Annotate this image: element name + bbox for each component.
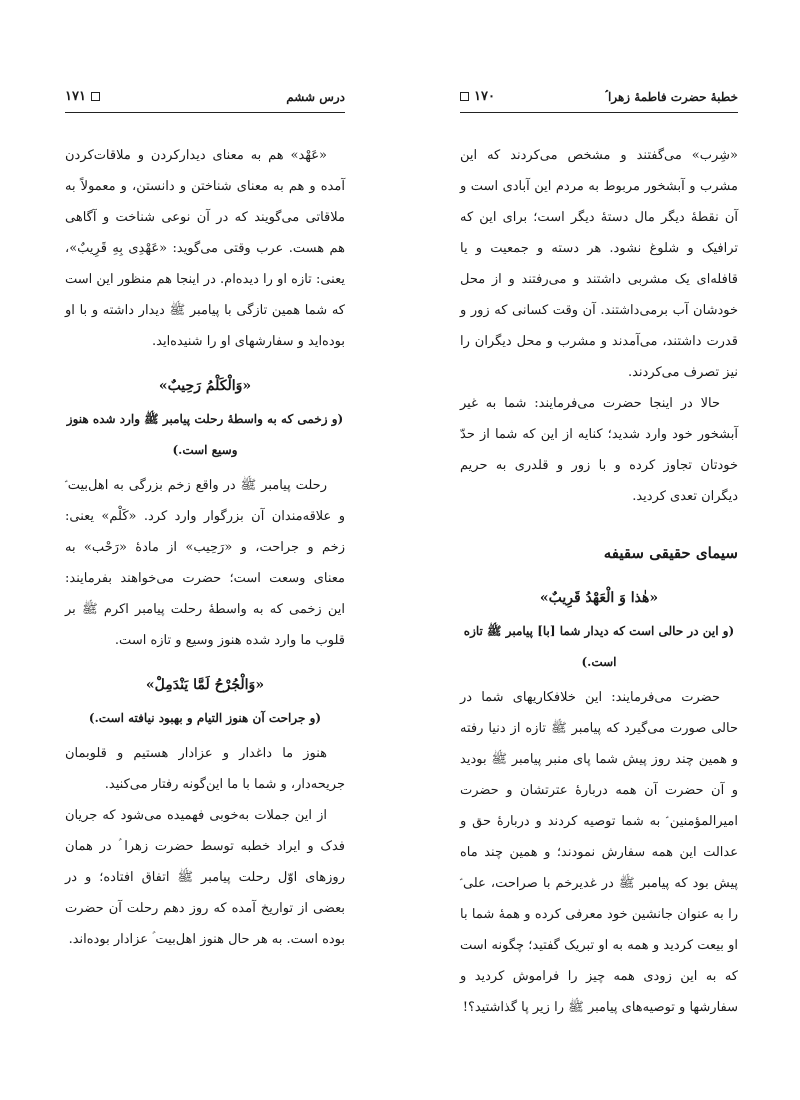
left-page-body	[65, 140, 345, 955]
quoted-sermon-phrase: «هٰذا وَ الْعَهْدُ قَرِيبٌ»	[539, 590, 659, 606]
left-page-number: ۱۷۱	[65, 89, 86, 104]
right-page-number-group	[460, 89, 495, 104]
left-page-header	[65, 86, 345, 113]
right-running-title: خطبهٔ حضرت فاطمهٔ زهرا ؑ	[605, 90, 738, 104]
left-running-title: درس ششم	[286, 90, 345, 104]
paragraph: حالا در اینجا حضرت می‌فرمایند: شما به غیر آبشخور خود وارد شدید؛ کنایه از این که شما از حدّ خودتان تجاوز کرده و با زور و قلدری به حریم دیگران تعدی کردید.	[460, 396, 738, 504]
phrase-translation: (و جراحت آن هنوز التیام و بهبود نیافته است.)	[88, 711, 322, 725]
right-page-body	[460, 140, 738, 1023]
paragraph: هنوز ما داغدار و عزادار هستیم و قلوبمان جریحه‌دار، و شما با ما این‌گونه رفتار می‌کنید.	[65, 746, 345, 792]
paragraph: رحلت پیامبر ﷺ در واقع زخم بزرگی به اهل‌بیت ؑ و علاقه‌مندان آن بزرگوار وارد کرد. «كَلْم» یعنی: زخم و جراحت، و «رَحِيب» از مادهٔ «رَحْب» به معنای وسعت است؛ حضرت می‌خواهند بفرمایند: این زخمی که به واسطهٔ رحلت پیامبر اکرم ﷺ بر قلوب ما وارد شده هنوز وسیع و تازه است.	[65, 478, 345, 648]
section-heading: سیمای حقیقی سقیفه	[603, 544, 738, 562]
right-page	[400, 0, 800, 1100]
phrase-translation: (و این در حالی است که دیدار شما [با] پیامبر ﷺ تازه است.)	[463, 624, 735, 669]
square-icon	[460, 92, 469, 101]
paragraph: از این جملات به‌خوبی فهمیده می‌شود که جریان فدک و ایراد خطبه توسط حضرت زهرا ؑ در همان روزهای اوّل رحلت پیامبر ﷺ اتفاق افتاده؛ و در بعضی از تواریخ آمده که روز دهم رحلت آن حضرت بوده است. به هر حال هنوز اهل‌بیت ؑ عزادار بوده‌اند.	[65, 808, 345, 947]
quoted-sermon-phrase: «وَالْجُرْحُ لَمَّا يَنْدَمِلْ»	[145, 677, 265, 693]
quoted-sermon-phrase: «وَالْكَلْمُ رَحِيبٌ»	[158, 378, 252, 394]
square-icon	[91, 92, 100, 101]
paragraph: «عَهْد» هم به معنای دیدارکردن و ملاقات‌کردن آمده و هم به معنای شناختن و دانستن، و معمولاً به ملاقاتی می‌گویند که در آن نوعی شناخت و آگاهی هم هست. عرب وقتی می‌گوید: «عَهْدِی بِهِ قَرِیبٌ»، یعنی: تازه او را دیده‌ام. در اینجا هم منظور این است که شما همین تازگی با پیامبر ﷺ دیدار داشته و با او بوده‌اید و سفارشهای او را شنیده‌اید.	[65, 148, 345, 349]
right-page-number: ۱۷۰	[474, 89, 495, 104]
phrase-translation: (و زخمی که به واسطهٔ رحلت پیامبر ﷺ وارد شده هنوز وسیع است.)	[66, 412, 344, 457]
paragraph: حضرت می‌فرمایند: این خلافکاریهای شما در حالی صورت می‌گیرد که پیامبر ﷺ تازه از دنیا رفته و همین چند روز پیش شما پای منبر پیامبر ﷺ بودید و آن حضرت آن همه دربارهٔ عترتشان و حضرت امیرالمؤمنین ؑ به شما توصیه کردند و دربارهٔ حق و عدالت این همه سفارش نمودند؛ و همین چند ماه پیش بود که پیامبر ﷺ در غدیرخم با صراحت، علی ؑ را به عنوان جانشین خود معرفی کرده و همهٔ شما با او بیعت کردید و همه به او تبریک گفتید؛ چگونه است که به این زودی همه چیز را فراموش کردید و سفارشها و توصیه‌های پیامبر ﷺ را زیر پا گذاشتید؟!	[460, 690, 738, 1015]
paragraph: «شِرب» می‌گفتند و مشخص می‌کردند که این مشرب و آبشخور مربوط به مردم این آبادی است و آن نقطهٔ دیگر مال دستهٔ دیگر است؛ برای این که ترافیک و شلوغ نشود. هر دسته و جمعیت و یا قافله‌ای یک مشربی داشتند و می‌رفتند و از محل خودشان آب برمی‌داشتند. آن وقت کسانی که زور و قدرت داشتند، می‌آمدند و مشرب و محل دیگران را نیز تصرف می‌کردند.	[460, 148, 738, 380]
left-page-number-group	[65, 89, 100, 104]
right-page-header	[460, 86, 738, 113]
